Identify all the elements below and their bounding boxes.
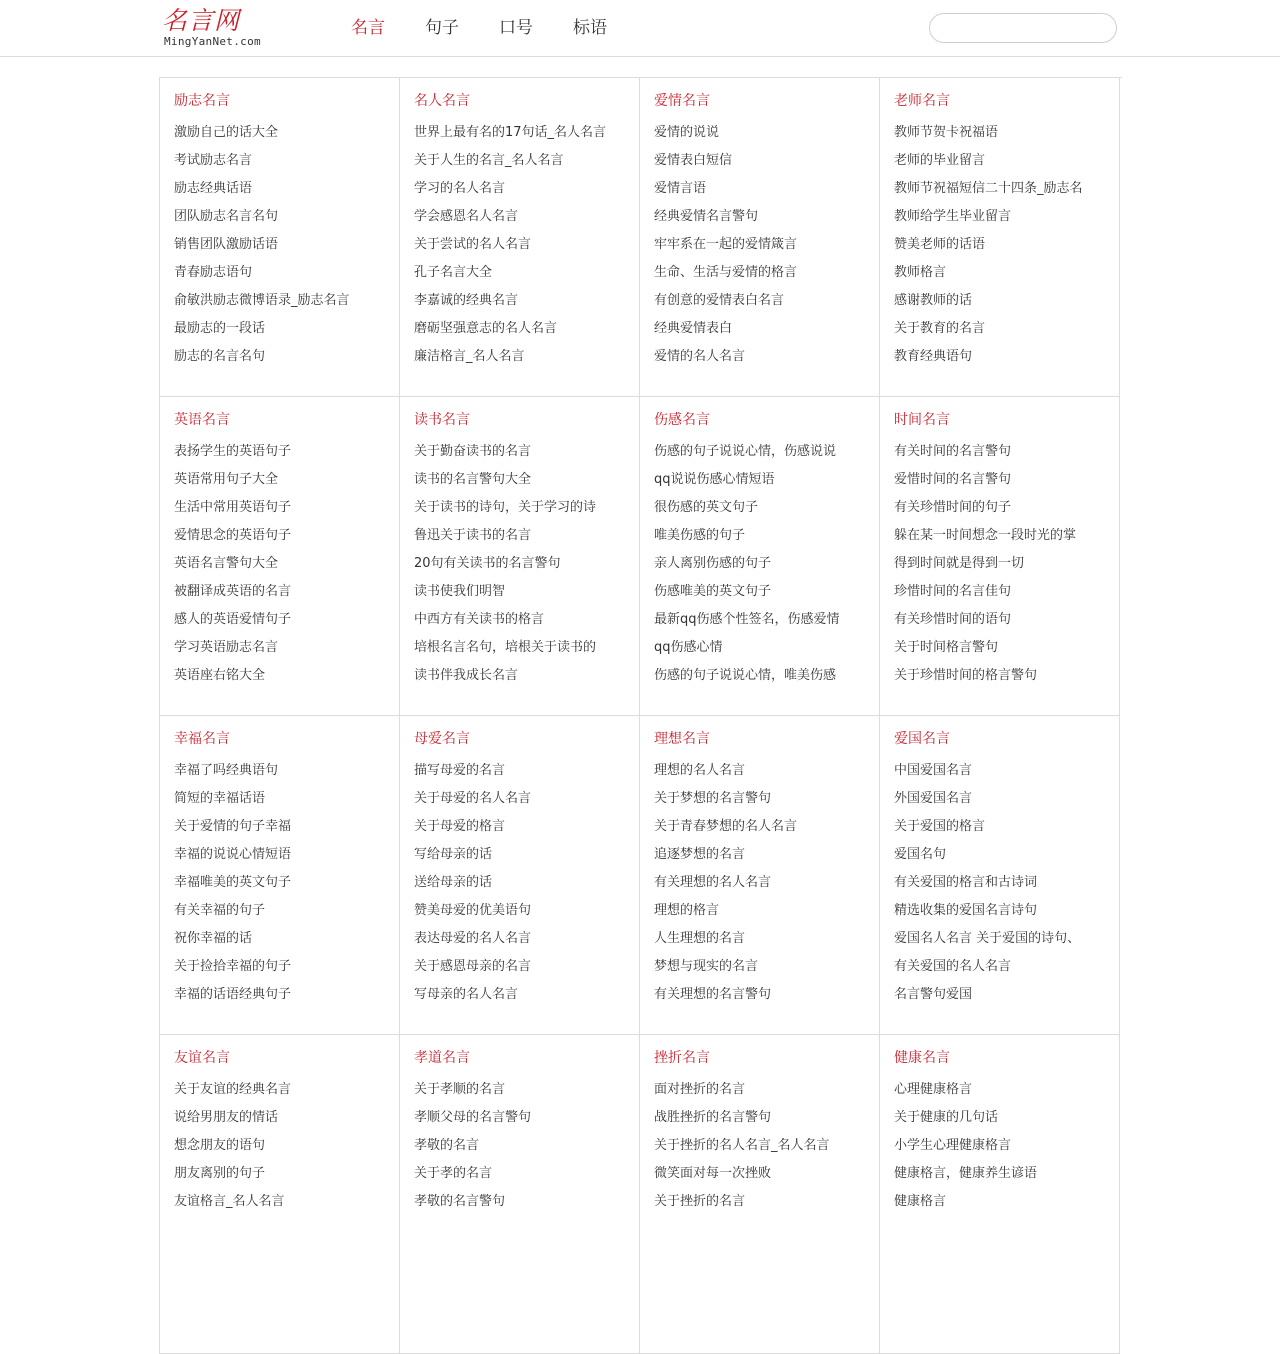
category-panel xyxy=(880,397,1120,716)
article-link[interactable]: 关于友谊的经典名言 xyxy=(174,1082,292,1097)
article-link[interactable]: 培根名言名句，培根关于读书的 xyxy=(414,640,597,655)
nav-item-3[interactable]: 标语 xyxy=(573,18,607,38)
article-link[interactable]: 青春励志语句 xyxy=(174,265,253,280)
category-title[interactable]: 母爱名言 xyxy=(414,731,470,747)
article-link[interactable]: 读书的名言警句大全 xyxy=(414,472,532,487)
article-link[interactable]: 英语座右铭大全 xyxy=(174,668,266,683)
article-link[interactable]: 说给男朋友的情话 xyxy=(174,1110,279,1125)
article-link[interactable]: 赞美老师的话语 xyxy=(894,237,986,252)
category-title[interactable]: 挫折名言 xyxy=(654,1050,710,1066)
article-link[interactable]: 励志的名言名句 xyxy=(174,349,266,364)
article-link[interactable]: 经典爱情名言警句 xyxy=(654,209,759,224)
article-link[interactable]: 有关珍惜时间的句子 xyxy=(894,500,1012,515)
article-link[interactable]: 孝敬的名言警句 xyxy=(414,1194,506,1209)
category-panel xyxy=(400,78,640,397)
category-title[interactable]: 英语名言 xyxy=(174,412,230,428)
article-link[interactable]: 关于孝顺的名言 xyxy=(414,1082,506,1097)
article-link[interactable]: 关于梦想的名言警句 xyxy=(654,791,772,806)
article-link[interactable]: 送给母亲的话 xyxy=(414,875,493,890)
category-panel xyxy=(160,397,400,716)
article-link[interactable]: 有创意的爱情表白名言 xyxy=(654,293,785,308)
article-link[interactable]: 幸福唯美的英文句子 xyxy=(174,875,292,890)
article-link[interactable]: 有关爱国的格言和古诗词 xyxy=(894,875,1038,890)
nav-item-0[interactable]: 名言 xyxy=(351,18,385,38)
article-link[interactable]: 俞敏洪励志微博语录_励志名言 xyxy=(174,293,350,308)
article-link[interactable]: 理想的名人名言 xyxy=(654,763,746,778)
category-panel xyxy=(400,716,640,1035)
category-title[interactable]: 时间名言 xyxy=(894,412,950,428)
article-link[interactable]: 得到时间就是得到一切 xyxy=(894,556,1025,571)
article-link[interactable]: 爱国名人名言 关于爱国的诗句、 xyxy=(894,931,1081,946)
article-link[interactable]: 英语常用句子大全 xyxy=(174,472,279,487)
article-link[interactable]: 教师节祝福短信二十四条_励志名 xyxy=(894,181,1083,196)
search-input[interactable] xyxy=(929,13,1117,43)
article-link[interactable]: 中西方有关读书的格言 xyxy=(414,612,545,627)
article-link[interactable]: 心理健康格言 xyxy=(894,1082,973,1097)
article-link[interactable]: 关于读书的诗句，关于学习的诗 xyxy=(414,500,597,515)
article-link[interactable]: 励志经典话语 xyxy=(174,181,253,196)
nav-item-1[interactable]: 句子 xyxy=(425,18,459,38)
category-title[interactable]: 励志名言 xyxy=(174,93,230,109)
article-link[interactable]: 读书使我们明智 xyxy=(414,584,506,599)
article-link[interactable]: 幸福的说说心情短语 xyxy=(174,847,292,862)
logo-domain-text: MingYanNet.com xyxy=(164,35,261,48)
category-title[interactable]: 爱情名言 xyxy=(654,93,710,109)
article-link[interactable]: 祝你幸福的话 xyxy=(174,931,253,946)
article-link[interactable]: 中国爱国名言 xyxy=(894,763,973,778)
article-link[interactable]: 关于挫折的名言 xyxy=(654,1194,746,1209)
article-link[interactable]: 销售团队激励话语 xyxy=(174,237,279,252)
category-panel xyxy=(880,1035,1120,1354)
article-link[interactable]: 关于勤奋读书的名言 xyxy=(414,444,532,459)
article-link[interactable]: 考试励志名言 xyxy=(174,153,253,168)
article-link[interactable]: 孝顺父母的名言警句 xyxy=(414,1110,532,1125)
category-panel xyxy=(160,716,400,1035)
article-link[interactable]: 学习的名人名言 xyxy=(414,181,506,196)
site-header xyxy=(0,0,1280,57)
article-link[interactable]: 有关时间的名言警句 xyxy=(894,444,1012,459)
article-link[interactable]: 很伤感的英文句子 xyxy=(654,500,759,515)
article-link[interactable]: 感谢教师的话 xyxy=(894,293,973,308)
category-panel xyxy=(640,78,880,397)
category-panel xyxy=(160,78,400,397)
article-link[interactable]: 经典爱情表白 xyxy=(654,321,733,336)
article-link[interactable]: 被翻译成英语的名言 xyxy=(174,584,292,599)
logo-chinese-text: 名言网 xyxy=(162,6,241,35)
article-link[interactable]: 躲在某一时间想念一段时光的掌 xyxy=(894,528,1077,543)
article-link[interactable]: 描写母爱的名言 xyxy=(414,763,506,778)
article-link[interactable]: 精选收集的爱国名言诗句 xyxy=(894,903,1038,918)
article-link[interactable]: 李嘉诚的经典名言 xyxy=(414,293,519,308)
article-link[interactable]: 关于人生的名言_名人名言 xyxy=(414,153,564,168)
category-panel xyxy=(880,78,1120,397)
article-link[interactable]: 友谊格言_名人名言 xyxy=(174,1194,285,1209)
site-logo[interactable] xyxy=(162,6,274,50)
article-link[interactable]: 追逐梦想的名言 xyxy=(654,847,746,862)
article-link[interactable]: 生活中常用英语句子 xyxy=(174,500,292,515)
article-link[interactable]: 爱国名句 xyxy=(894,847,947,862)
article-link[interactable]: 人生理想的名言 xyxy=(654,931,746,946)
article-link[interactable]: 关于教育的名言 xyxy=(894,321,986,336)
category-title[interactable]: 孝道名言 xyxy=(414,1050,470,1066)
article-link[interactable]: 理想的格言 xyxy=(654,903,720,918)
article-link[interactable]: 学习英语励志名言 xyxy=(174,640,279,655)
article-link[interactable]: 珍惜时间的名言佳句 xyxy=(894,584,1012,599)
article-link[interactable]: 微笑面对每一次挫败 xyxy=(654,1166,772,1181)
article-link[interactable]: 小学生心理健康格言 xyxy=(894,1138,1012,1153)
article-link[interactable]: 健康格言，健康养生谚语 xyxy=(894,1166,1038,1181)
article-link[interactable]: 关于母爱的名人名言 xyxy=(414,791,532,806)
article-link[interactable]: 孔子名言大全 xyxy=(414,265,493,280)
article-link[interactable]: 激励自己的话大全 xyxy=(174,125,279,140)
category-title[interactable]: 读书名言 xyxy=(414,412,470,428)
article-link[interactable]: 爱惜时间的名言警句 xyxy=(894,472,1012,487)
article-link[interactable]: 有关幸福的句子 xyxy=(174,903,266,918)
article-link[interactable]: 教师格言 xyxy=(894,265,947,280)
article-link[interactable]: 牢牢系在一起的爱情箴言 xyxy=(654,237,798,252)
article-link[interactable]: 团队励志名言名句 xyxy=(174,209,279,224)
category-panel xyxy=(640,716,880,1035)
article-link[interactable]: 面对挫折的名言 xyxy=(654,1082,746,1097)
article-link[interactable]: 爱情言语 xyxy=(654,181,707,196)
article-link[interactable]: qq说说伤感心情短语 xyxy=(654,472,775,487)
article-link[interactable]: 朋友离别的句子 xyxy=(174,1166,266,1181)
article-link[interactable]: 关于孝的名言 xyxy=(414,1166,493,1181)
article-link[interactable]: 表扬学生的英语句子 xyxy=(174,444,292,459)
article-link[interactable]: 关于爱国的格言 xyxy=(894,819,986,834)
article-link[interactable]: 感人的英语爱情句子 xyxy=(174,612,292,627)
article-link[interactable]: 孝敬的名言 xyxy=(414,1138,480,1153)
category-panel xyxy=(160,1035,400,1354)
article-link[interactable]: 战胜挫折的名言警句 xyxy=(654,1110,772,1125)
article-link[interactable]: 教师给学生毕业留言 xyxy=(894,209,1012,224)
article-link[interactable]: 老师的毕业留言 xyxy=(894,153,986,168)
article-link[interactable]: 鲁迅关于读书的名言 xyxy=(414,528,532,543)
article-link[interactable]: 外国爱国名言 xyxy=(894,791,973,806)
article-link[interactable]: 关于感恩母亲的名言 xyxy=(414,959,532,974)
category-title[interactable]: 伤感名言 xyxy=(654,412,710,428)
article-link[interactable]: 关于母爱的格言 xyxy=(414,819,506,834)
article-link[interactable]: 健康格言 xyxy=(894,1194,947,1209)
article-link[interactable]: 关于健康的几句话 xyxy=(894,1110,999,1125)
category-title[interactable]: 健康名言 xyxy=(894,1050,950,1066)
category-title[interactable]: 名人名言 xyxy=(414,93,470,109)
category-panel xyxy=(640,1035,880,1354)
category-panel xyxy=(400,1035,640,1354)
article-link[interactable]: 表达母爱的名人名言 xyxy=(414,931,532,946)
article-link[interactable]: 教师节贺卡祝福语 xyxy=(894,125,999,140)
article-link[interactable]: 写给母亲的话 xyxy=(414,847,493,862)
article-link[interactable]: 赞美母爱的优美语句 xyxy=(414,903,532,918)
article-link[interactable]: 最励志的一段话 xyxy=(174,321,266,336)
article-link[interactable]: 最新qq伤感个性签名，伤感爱情 xyxy=(654,612,840,627)
category-title[interactable]: 老师名言 xyxy=(894,93,950,109)
article-link[interactable]: 有关理想的名言警句 xyxy=(654,987,772,1002)
article-link[interactable]: 读书伴我成长名言 xyxy=(414,668,519,683)
category-grid xyxy=(159,77,1122,1354)
article-link[interactable]: 亲人离别伤感的句子 xyxy=(654,556,772,571)
article-link[interactable]: 幸福了吗经典语句 xyxy=(174,763,279,778)
article-link[interactable]: 伤感的句子说说心情，唯美伤感 xyxy=(654,668,837,683)
article-link[interactable]: 关于时间格言警句 xyxy=(894,640,999,655)
article-link[interactable]: 有关理想的名人名言 xyxy=(654,875,772,890)
article-link[interactable]: 20句有关读书的名言警句 xyxy=(414,556,561,571)
article-link[interactable]: 世界上最有名的17句话_名人名言 xyxy=(414,125,607,140)
article-link[interactable]: 关于珍惜时间的格言警句 xyxy=(894,668,1038,683)
article-link[interactable]: 磨砺坚强意志的名人名言 xyxy=(414,321,558,336)
article-link[interactable]: 写母亲的名人名言 xyxy=(414,987,519,1002)
article-link[interactable]: 伤感的句子说说心情，伤感说说 xyxy=(654,444,837,459)
category-title[interactable]: 幸福名言 xyxy=(174,731,230,747)
article-link[interactable]: 伤感唯美的英文句子 xyxy=(654,584,772,599)
article-link[interactable]: 有关爱国的名人名言 xyxy=(894,959,1012,974)
main-nav xyxy=(334,0,630,56)
article-link[interactable]: 简短的幸福话语 xyxy=(174,791,266,806)
article-link[interactable]: 爱情表白短信 xyxy=(654,153,733,168)
article-link[interactable]: 爱情思念的英语句子 xyxy=(174,528,292,543)
article-link[interactable]: 想念朋友的语句 xyxy=(174,1138,266,1153)
category-title[interactable]: 友谊名言 xyxy=(174,1050,230,1066)
article-link[interactable]: 名言警句爱国 xyxy=(894,987,973,1002)
category-title[interactable]: 爱国名言 xyxy=(894,731,950,747)
article-link[interactable]: 英语名言警句大全 xyxy=(174,556,279,571)
article-link[interactable]: 关于爱情的句子幸福 xyxy=(174,819,292,834)
article-link[interactable]: 幸福的话语经典句子 xyxy=(174,987,292,1002)
nav-item-2[interactable]: 口号 xyxy=(499,18,533,38)
article-link[interactable]: 爱情的说说 xyxy=(654,125,720,140)
article-link[interactable]: 有关珍惜时间的语句 xyxy=(894,612,1012,627)
category-panel xyxy=(640,397,880,716)
article-link[interactable]: 关于捡拾幸福的句子 xyxy=(174,959,292,974)
article-link[interactable]: 生命、生活与爱情的格言 xyxy=(654,265,798,280)
category-panel xyxy=(880,716,1120,1035)
article-link[interactable]: 学会感恩名人名言 xyxy=(414,209,519,224)
article-link[interactable]: 关于青春梦想的名人名言 xyxy=(654,819,798,834)
category-panel xyxy=(400,397,640,716)
article-link[interactable]: qq伤感心情 xyxy=(654,640,723,655)
article-link[interactable]: 关于尝试的名人名言 xyxy=(414,237,532,252)
category-title[interactable]: 理想名言 xyxy=(654,731,710,747)
article-link[interactable]: 唯美伤感的句子 xyxy=(654,528,746,543)
article-link[interactable]: 梦想与现实的名言 xyxy=(654,959,759,974)
article-link[interactable]: 关于挫折的名人名言_名人名言 xyxy=(654,1138,830,1153)
article-link[interactable]: 教育经典语句 xyxy=(894,349,973,364)
article-link[interactable]: 爱情的名人名言 xyxy=(654,349,746,364)
article-link[interactable]: 廉洁格言_名人名言 xyxy=(414,349,525,364)
